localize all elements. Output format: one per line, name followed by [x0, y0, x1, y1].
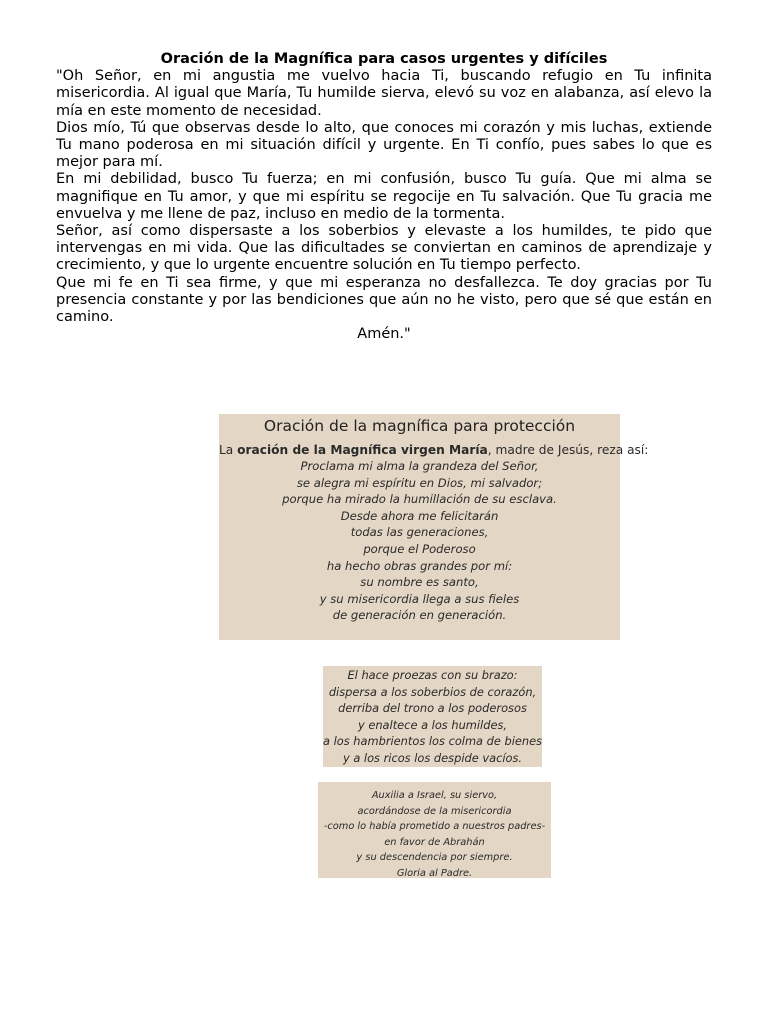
- verse-line: y su descendencia por siempre.: [356, 852, 513, 864]
- verse-line: y a los ricos los despide vacíos.: [342, 750, 523, 765]
- verse-line: porque el Poderoso: [363, 541, 476, 556]
- intro-text: La: [219, 443, 238, 457]
- verse-line: Proclama mi alma la grandeza del Señor,: [300, 459, 539, 473]
- verse-line: y enaltece a los humildes,: [357, 717, 508, 732]
- verse-line: acordándose de la misericordia: [357, 805, 512, 817]
- verse-line: de generación en generación.: [332, 608, 507, 623]
- magnificat-image-2: [323, 666, 542, 767]
- prayer-document: [56, 51, 712, 343]
- verse-block: [323, 667, 542, 767]
- paragraph: Señor, así como dispersaste a los soberbios y elevaste a los humildes, te pido que intervengas en mi vida. Que las dificultades se conviertan en caminos de aprendizaje y crecimiento, y que lo urgente encuentre solución en Tu tiempo perfecto.: [56, 223, 712, 274]
- verse-line: y su misericordia llega a sus fieles: [319, 591, 520, 606]
- verse-line: Auxilia a Israel, su siervo,: [371, 790, 498, 801]
- closing-amen: Amén.": [357, 326, 411, 343]
- verse-line: derriba del trono a los poderosos: [338, 701, 527, 716]
- verse-line: ha hecho obras grandes por mí:: [326, 558, 513, 573]
- verse-line: en favor de Abrahán: [384, 836, 485, 848]
- image-intro: [219, 442, 649, 458]
- intro-text: , madre de Jesús, reza así:: [487, 443, 649, 457]
- verse-line: a los hambrientos los colma de bienes: [323, 734, 543, 749]
- verse-block: [219, 458, 620, 624]
- verse-line: Desde ahora me felicitarán: [340, 508, 499, 523]
- verse-line: todas las generaciones,: [350, 525, 489, 540]
- paragraph: "Oh Señor, en mi angustia me vuelvo hacia Ti, buscando refugio en Tu infinita misericordia. Al igual que María, Tu humilde sierva, elevó su voz en alabanza, así elevo la mía en este momento de necesidad.: [56, 68, 712, 119]
- verse-line: Gloria al Padre.: [396, 867, 473, 879]
- verse-line: dispersa a los soberbios de corazón,: [328, 684, 537, 699]
- magnificat-image-1: [219, 414, 649, 640]
- verse-line: su nombre es santo,: [360, 575, 479, 590]
- verse-line: porque ha mirado la humillación de su esclava.: [282, 492, 557, 507]
- verse-line: El hace proezas con su brazo:: [347, 668, 518, 682]
- paragraph: Que mi fe en Ti sea firme, y que mi esperanza no desfallezca. Te doy gracias por Tu presencia constante y por las bendiciones que aún no he visto, pero que sé que están en camino.: [56, 274, 712, 326]
- verse-line: -como lo había prometido a nuestros padres-: [323, 821, 546, 833]
- paragraph: Dios mío, Tú que observas desde lo alto, que conoces mi corazón y mis luchas, extiende Tu mano poderosa en mi situación difícil y urgente. En Ti confío, pues sabes lo que es mejor para mí.: [56, 119, 712, 171]
- verse-line: se alegra mi espíritu en Dios, mi salvador;: [296, 475, 543, 490]
- image-title: Oración de la magnífica para protección: [263, 417, 576, 435]
- paragraph: En mi debilidad, busco Tu fuerza; en mi confusión, busco Tu guía. Que mi alma se magnifique en Tu amor, y que mi espíritu se regocije en Tu salvación. Que Tu gracia me envuelva y me llene de paz, incluso en medio de la tormenta.: [56, 171, 712, 222]
- verse-block: [318, 788, 551, 882]
- intro-bold-text: oración de la Magnífica virgen María: [237, 443, 488, 457]
- magnificat-image-3: [318, 782, 551, 878]
- document-title: Oración de la Magnífica para casos urgentes y difíciles: [160, 51, 608, 67]
